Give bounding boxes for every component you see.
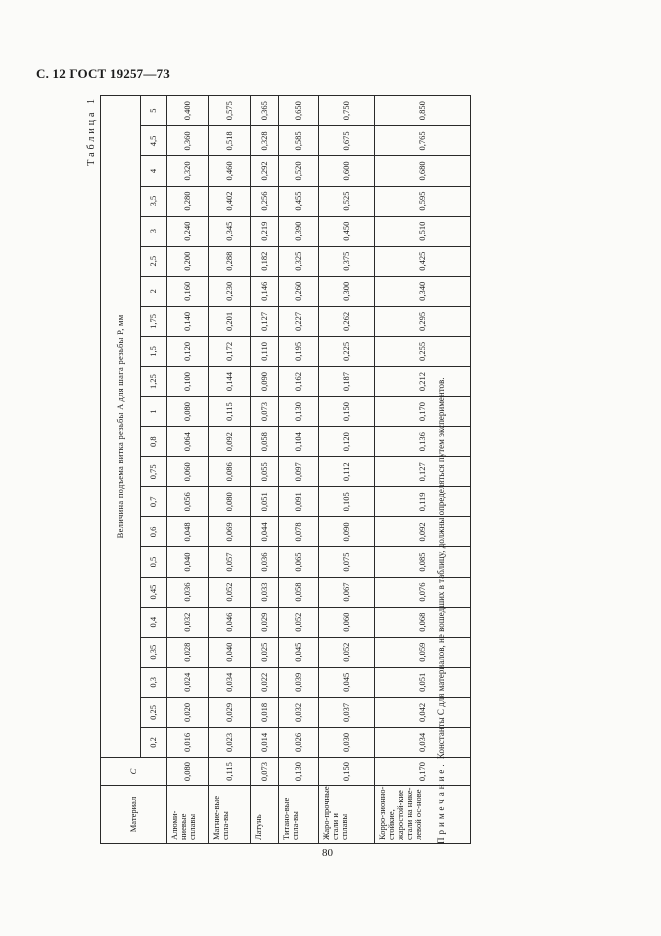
value-cell: 0,375 [319, 246, 375, 276]
value-cell: 0,160 [167, 276, 209, 306]
pitch-header: 0,35 [141, 637, 167, 667]
value-cell: 0,097 [279, 457, 319, 487]
value-cell: 0,187 [319, 366, 375, 396]
material-cell: Алюми-ниевые сплавы [167, 786, 209, 844]
value-cell: 0,390 [279, 216, 319, 246]
pitch-header: 3,5 [141, 186, 167, 216]
value-cell: 0,172 [209, 336, 251, 366]
value-cell: 0,182 [251, 246, 279, 276]
value-cell: 0,057 [209, 547, 251, 577]
value-cell: 0,115 [209, 397, 251, 427]
pitch-header: 2,5 [141, 246, 167, 276]
pitch-header: 1,5 [141, 336, 167, 366]
value-cell: 0,046 [209, 607, 251, 637]
value-cell: 0,034 [375, 727, 471, 757]
c-cell: 0,073 [251, 758, 279, 786]
value-cell: 0,595 [375, 186, 471, 216]
value-cell: 0,112 [319, 457, 375, 487]
value-cell: 0,365 [251, 95, 279, 125]
pitch-header: 4 [141, 156, 167, 186]
value-cell: 0,051 [251, 487, 279, 517]
value-cell: 0,085 [375, 547, 471, 577]
value-cell: 0,360 [167, 126, 209, 156]
value-cell: 0,069 [209, 517, 251, 547]
table-note [436, 377, 446, 844]
rotated-table-block [86, 96, 462, 844]
value-cell: 0,065 [279, 547, 319, 577]
value-cell: 0,525 [319, 186, 375, 216]
material-cell: Жаро-прочные стали и сплавы [319, 786, 375, 844]
value-cell: 0,146 [251, 276, 279, 306]
note-text: Константы C для материалов, не вошедших в таблицу, должны определяться путем экспериментов. [436, 377, 446, 760]
value-cell: 0,048 [167, 517, 209, 547]
value-cell: 0,227 [279, 306, 319, 336]
value-cell: 0,032 [167, 607, 209, 637]
col-material-header: Материал [101, 786, 167, 844]
value-cell: 0,510 [375, 216, 471, 246]
material-cell: Титано-вые спла-вы [279, 786, 319, 844]
pitch-header: 0,8 [141, 427, 167, 457]
value-cell: 0,200 [167, 246, 209, 276]
value-cell: 0,400 [167, 95, 209, 125]
pitch-header: 0,25 [141, 697, 167, 727]
value-cell: 0,340 [375, 276, 471, 306]
value-cell: 0,039 [279, 667, 319, 697]
value-cell: 0,033 [251, 577, 279, 607]
value-cell: 0,030 [319, 727, 375, 757]
table-row [167, 95, 209, 843]
c-cell: 0,080 [167, 758, 209, 786]
c-cell: 0,150 [319, 758, 375, 786]
value-cell: 0,288 [209, 246, 251, 276]
value-cell: 0,029 [251, 607, 279, 637]
value-cell: 0,052 [209, 577, 251, 607]
value-cell: 0,055 [251, 457, 279, 487]
value-cell: 0,091 [279, 487, 319, 517]
value-cell: 0,460 [209, 156, 251, 186]
value-cell: 0,600 [319, 156, 375, 186]
value-cell: 0,127 [375, 457, 471, 487]
value-cell: 0,650 [279, 95, 319, 125]
value-cell: 0,320 [167, 156, 209, 186]
data-table [100, 95, 471, 844]
value-cell: 0,092 [375, 517, 471, 547]
pitch-header: 0,6 [141, 517, 167, 547]
value-cell: 0,750 [319, 95, 375, 125]
table-row [375, 95, 471, 843]
value-cell: 0,100 [167, 366, 209, 396]
value-cell: 0,105 [319, 487, 375, 517]
value-cell: 0,225 [319, 336, 375, 366]
value-cell: 0,518 [209, 126, 251, 156]
value-cell: 0,040 [167, 547, 209, 577]
value-cell: 0,067 [319, 577, 375, 607]
value-cell: 0,675 [319, 126, 375, 156]
value-cell: 0,020 [167, 697, 209, 727]
table-row [319, 95, 375, 843]
pitch-header: 0,45 [141, 577, 167, 607]
value-cell: 0,059 [375, 637, 471, 667]
pitch-header: 0,7 [141, 487, 167, 517]
value-cell: 0,090 [319, 517, 375, 547]
value-cell: 0,425 [375, 246, 471, 276]
value-cell: 0,230 [209, 276, 251, 306]
value-cell: 0,028 [167, 637, 209, 667]
value-cell: 0,045 [279, 637, 319, 667]
value-cell: 0,256 [251, 186, 279, 216]
value-cell: 0,345 [209, 216, 251, 246]
value-cell: 0,110 [251, 336, 279, 366]
table-row [251, 95, 279, 843]
value-cell: 0,328 [251, 126, 279, 156]
value-cell: 0,402 [209, 186, 251, 216]
value-cell: 0,292 [251, 156, 279, 186]
value-cell: 0,075 [319, 547, 375, 577]
value-cell: 0,280 [167, 186, 209, 216]
value-cell: 0,201 [209, 306, 251, 336]
value-cell: 0,058 [279, 577, 319, 607]
value-cell: 0,023 [209, 727, 251, 757]
material-cell: Латунь [251, 786, 279, 844]
value-cell: 0,060 [319, 607, 375, 637]
value-cell: 0,080 [209, 487, 251, 517]
value-cell: 0,144 [209, 366, 251, 396]
value-cell: 0,255 [375, 336, 471, 366]
value-cell: 0,219 [251, 216, 279, 246]
value-cell: 0,260 [279, 276, 319, 306]
pitch-header: 3 [141, 216, 167, 246]
value-cell: 0,051 [375, 667, 471, 697]
value-cell: 0,024 [167, 667, 209, 697]
value-cell: 0,052 [279, 607, 319, 637]
page-number: 80 [322, 847, 333, 859]
pitch-header: 1,75 [141, 306, 167, 336]
value-cell: 0,073 [251, 397, 279, 427]
value-cell: 0,060 [167, 457, 209, 487]
value-cell: 0,325 [279, 246, 319, 276]
value-cell: 0,120 [167, 336, 209, 366]
material-cell: Магние-вые спла-вы [209, 786, 251, 844]
value-cell: 0,044 [251, 517, 279, 547]
value-cell: 0,058 [251, 427, 279, 457]
c-cell: 0,130 [279, 758, 319, 786]
pitch-header: 0,5 [141, 547, 167, 577]
value-cell: 0,092 [209, 427, 251, 457]
value-cell: 0,022 [251, 667, 279, 697]
value-cell: 0,119 [375, 487, 471, 517]
value-cell: 0,086 [209, 457, 251, 487]
value-cell: 0,130 [279, 397, 319, 427]
value-cell: 0,450 [319, 216, 375, 246]
value-cell: 0,195 [279, 336, 319, 366]
value-cell: 0,170 [375, 397, 471, 427]
value-cell: 0,150 [319, 397, 375, 427]
value-cell: 0,127 [251, 306, 279, 336]
value-cell: 0,052 [319, 637, 375, 667]
pitch-header: 0,4 [141, 607, 167, 637]
pitch-header: 1,25 [141, 366, 167, 396]
table-row [279, 95, 319, 843]
value-cell: 0,040 [209, 637, 251, 667]
pitch-header: 0,2 [141, 727, 167, 757]
value-cell: 0,262 [319, 306, 375, 336]
c-cell: 0,170 [375, 758, 471, 786]
value-cell: 0,068 [375, 607, 471, 637]
value-cell: 0,455 [279, 186, 319, 216]
value-cell: 0,080 [167, 397, 209, 427]
header-row-group [101, 95, 141, 843]
value-cell: 0,036 [251, 547, 279, 577]
value-cell: 0,078 [279, 517, 319, 547]
value-cell: 0,025 [251, 637, 279, 667]
page-header: С. 12 ГОСТ 19257—73 [36, 66, 170, 81]
value-cell: 0,045 [319, 667, 375, 697]
pitch-header: 0,3 [141, 667, 167, 697]
header-row-pitches [141, 95, 167, 843]
value-cell: 0,014 [251, 727, 279, 757]
pitch-header: 4,5 [141, 126, 167, 156]
value-cell: 0,212 [375, 366, 471, 396]
value-cell: 0,016 [167, 727, 209, 757]
col-c-header: C [101, 758, 167, 786]
value-cell: 0,090 [251, 366, 279, 396]
value-cell: 0,520 [279, 156, 319, 186]
table-caption: Таблица 1 [86, 96, 97, 166]
value-cell: 0,240 [167, 216, 209, 246]
pitch-header: 0,75 [141, 457, 167, 487]
c-cell: 0,115 [209, 758, 251, 786]
value-cell: 0,140 [167, 306, 209, 336]
value-cell: 0,136 [375, 427, 471, 457]
value-cell: 0,034 [209, 667, 251, 697]
value-cell: 0,026 [279, 727, 319, 757]
value-cell: 0,680 [375, 156, 471, 186]
material-cell: Корро-зионно-стойкие, жаростой-кие стали на нике-левой ос-нове [375, 786, 471, 844]
value-cell: 0,037 [319, 697, 375, 727]
value-cell: 0,032 [279, 697, 319, 727]
value-cell: 0,295 [375, 306, 471, 336]
value-cell: 0,018 [251, 697, 279, 727]
value-cell: 0,850 [375, 95, 471, 125]
value-cell: 0,029 [209, 697, 251, 727]
group-header: Величина подъема витка резьбы A для шага резьбы P, мм [101, 95, 141, 757]
value-cell: 0,064 [167, 427, 209, 457]
value-cell: 0,036 [167, 577, 209, 607]
value-cell: 0,056 [167, 487, 209, 517]
pitch-header: 5 [141, 95, 167, 125]
value-cell: 0,765 [375, 126, 471, 156]
value-cell: 0,575 [209, 95, 251, 125]
note-lead: Примечание. [436, 761, 446, 844]
pitch-header: 1 [141, 397, 167, 427]
value-cell: 0,042 [375, 697, 471, 727]
pitch-header: 2 [141, 276, 167, 306]
value-cell: 0,076 [375, 577, 471, 607]
table-row [209, 95, 251, 843]
value-cell: 0,585 [279, 126, 319, 156]
value-cell: 0,104 [279, 427, 319, 457]
value-cell: 0,162 [279, 366, 319, 396]
value-cell: 0,300 [319, 276, 375, 306]
value-cell: 0,120 [319, 427, 375, 457]
